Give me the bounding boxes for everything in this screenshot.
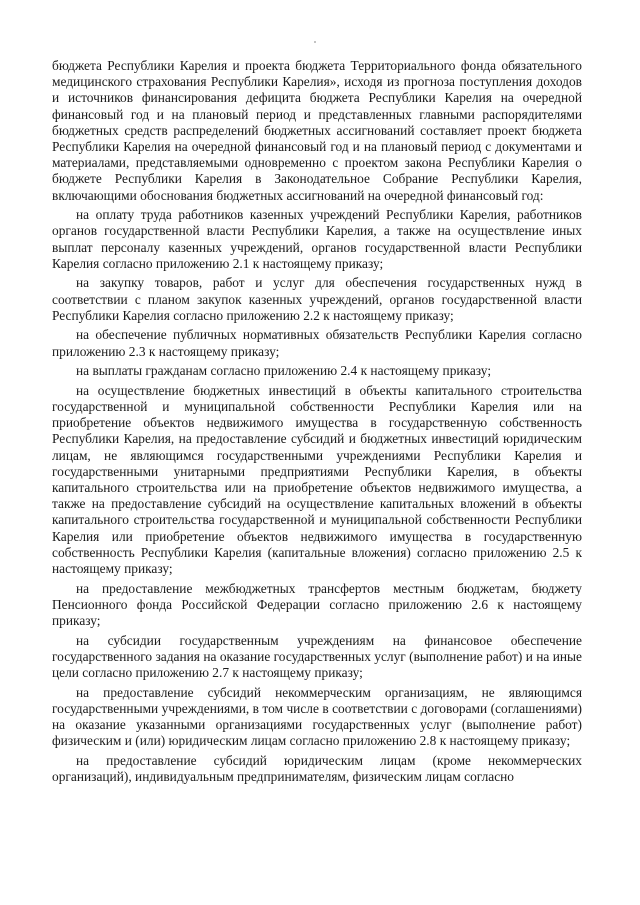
scan-mark bbox=[314, 41, 316, 43]
paragraph-item-2-4: на выплаты гражданам согласно приложению 2.4 к настоящему приказу; bbox=[76, 363, 492, 379]
paragraph-item-2-8: на предоставление субсидий некоммерческим организациям, не являющимся государственными учреждениями, в том числе в соответствии с договорами (соглашениями) на оказание указанными организациями государственных услуг (выполнение работ) физическим и (или) юридическим лицам согласно приложению 2.8 к настоящему приказу; bbox=[52, 684, 582, 749]
paragraph-item-2-3: на обеспечение публичных нормативных обязательств Республики Карелия согласно приложению 2.3 к настоящему приказу; bbox=[52, 327, 582, 359]
paragraph-item-2-1: на оплату труда работников казенных учреждений Республики Карелия, работников органов государственной власти Республики Карелия, а также на осуществление иных выплат персоналу казенных учреждений, органов государственной власти Республики Карелия согласно приложению 2.1 к настоящему приказу; bbox=[52, 207, 582, 271]
document-body bbox=[52, 58, 582, 789]
paragraph-item-2-5: на осуществление бюджетных инвестиций в объекты капитального строительства государственной и муниципальной собственности Республики Карелия или на приобретение объектов недвижимого имущества в государственную собственность Республики Карелия, на предоставление субсидий и бюджетных инвестиций юридическим лицам, не являющимся государственными учреждениями Республики Карелия и государственными унитарными предприятиями Республики Карелия, в объекты капитального строительства или на приобретение объектов недвижимого имущества, а также на предоставление субсидий на осуществление капитальных вложений в объекты капитального строительства государственной и муниципальной собственности Республики Карелия или приобретение объектов недвижимого имущества в государственную собственность Республики Карелия (капитальные вложения) согласно приложению 2.5 к настоящему приказу; bbox=[52, 382, 582, 577]
paragraph-item-2-2: на закупку товаров, работ и услуг для обеспечения государственных нужд в соответствии с планом закупок казенных учреждений, органов государственной власти Республики Карелия согласно приложению 2.2 к настоящему приказу; bbox=[52, 275, 582, 323]
paragraph-intro: бюджета Республики Карелия и проекта бюджета Территориального фонда обязательного медицинского страхования Республики Карелия», исходя из прогноза поступления доходов и источников финансирования дефицита бюджета Республики Карелия на очередной финансовый год и на плановый период и представленных главными распорядителями бюджетных средств распределений бюджетных ассигнований составляет проект бюджета Республики Карелия на очередной финансовый год и на плановый период с документами и материалами, представляемыми одновременно с проектом закона Республики Карелия о бюджете Республики Карелия в Законодательное Собрание Республики Карелия, включающими обоснования бюджетных ассигнований на очередной финансовый год: bbox=[52, 58, 582, 203]
paragraph-item-2-7: на субсидии государственным учреждениям на финансовое обеспечение государственного задания на оказание государственных услуг (выполнение работ) и на иные цели согласно приложению 2.7 к настоящему приказу; bbox=[52, 632, 582, 681]
paragraph-item-2-6: на предоставление межбюджетных трансфертов местным бюджетам, бюджету Пенсионного фонда Российской Федерации согласно приложению 2.6 к настоящему приказу; bbox=[52, 580, 582, 629]
paragraph-item-continued: на предоставление субсидий юридическим лицам (кроме некоммерческих организаций), индивидуальным предпринимателям, физическим лицам согласно bbox=[52, 752, 582, 785]
